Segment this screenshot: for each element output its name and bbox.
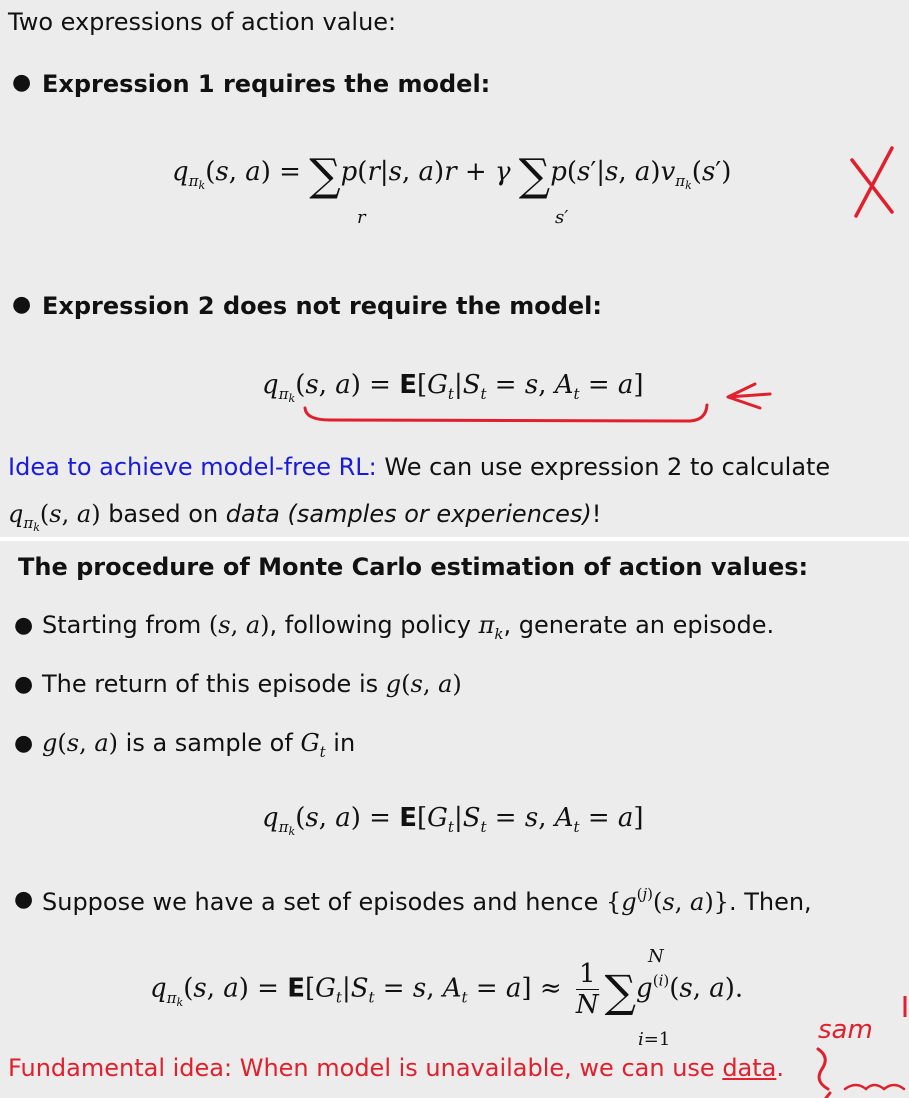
idea-line2-after: ! bbox=[591, 500, 602, 528]
equation-mc-average: $q_{\pi_k}(s$, $a) = E[G_t|S_t = s$, $A_t = a$] ≈ $\frac{1}{N}$ $\sum g^{(i)}(s$, a). bbox=[150, 959, 744, 1020]
handwriting-scribble bbox=[845, 1085, 904, 1089]
slide-heading: Two expressions of action value: bbox=[8, 8, 397, 36]
equation-expression-2: $q_{\pi_k}(s$, $a) = E[G_t|S_t = s$, $A_t = a$] bbox=[262, 370, 644, 405]
bullet-expression-1: Expression 1 requires the model: bbox=[42, 70, 491, 98]
item-sample: g(s, a) is a sample of $G_t$ in bbox=[42, 729, 356, 761]
item3-c: in bbox=[325, 729, 356, 757]
idea-line2-before: based on bbox=[100, 500, 226, 528]
item4-a: Suppose we have a set of episodes and hence bbox=[42, 888, 606, 916]
fundamental-end: . bbox=[776, 1054, 785, 1082]
fundamental-data-word: data bbox=[722, 1054, 777, 1082]
item-return: The return of this episode is g(s, a) bbox=[42, 670, 462, 698]
bullet-expression-2: Expression 2 does not require the model: bbox=[42, 292, 602, 320]
bullet-dot: ● bbox=[14, 613, 34, 638]
bullet-dot: ● bbox=[12, 70, 32, 95]
idea-label: Idea to achieve model-free RL: bbox=[8, 453, 377, 481]
item4-c: . Then, bbox=[728, 888, 812, 916]
handwriting-text: sam bbox=[818, 1015, 873, 1045]
sum-lower-i1: i=1 bbox=[638, 1029, 671, 1050]
item1-c: , generate an episode. bbox=[503, 611, 775, 639]
equation-mc-expectation: $q_{\pi_k}(s$, $a) = E[G_t|S_t = s$, $A_t = a$] bbox=[262, 803, 644, 838]
sum-index-s-prime: s′ bbox=[555, 207, 569, 228]
bullet-dot: ● bbox=[14, 887, 34, 912]
underline-mark bbox=[305, 405, 707, 421]
fundamental-text: Fundamental idea: When model is unavailable, we can use bbox=[8, 1054, 723, 1082]
bullet-dot: ● bbox=[14, 731, 34, 756]
item1-b: , following policy bbox=[269, 611, 479, 639]
red-ink-annotations-2 bbox=[0, 541, 909, 1098]
sum-index-r: r bbox=[357, 207, 366, 228]
bullet-dot: ● bbox=[12, 292, 32, 317]
cross-mark-icon bbox=[852, 148, 892, 216]
red-ink-annotations bbox=[0, 0, 909, 537]
slide-panel-monte-carlo bbox=[0, 541, 909, 1098]
brace-mark bbox=[818, 1049, 830, 1098]
item-starting: Starting from (s, a), following policy $\pi_k$, generate an episode. bbox=[42, 611, 775, 643]
sum-upper-N: N bbox=[648, 946, 664, 967]
idea-data-italic: data (samples or experiences) bbox=[225, 500, 592, 528]
slide-panel-expressions bbox=[0, 0, 909, 537]
item2-a: The return of this episode is bbox=[42, 670, 386, 698]
idea-rest: We can use expression 2 to calculate bbox=[376, 453, 831, 481]
arrow-left-icon bbox=[728, 384, 770, 408]
bullet-dot: ● bbox=[14, 672, 34, 697]
item3-b: is a sample of bbox=[118, 729, 301, 757]
equation-expression-1: $q_{\pi_k}(s$, a) = ∑p(r|s, a)r + γ ∑p(s′|s, $a)v_{\pi_k}(s')$ bbox=[172, 150, 732, 201]
procedure-heading: The procedure of Monte Carlo estimation of action values: bbox=[18, 553, 809, 581]
item1-a: Starting from bbox=[42, 611, 209, 639]
q-inline: $q_{\pi_k}(s$, a) bbox=[8, 500, 101, 534]
item-suppose: Suppose we have a set of episodes and hence {$g^{(j)}(s$, a)}. Then, bbox=[42, 885, 812, 916]
